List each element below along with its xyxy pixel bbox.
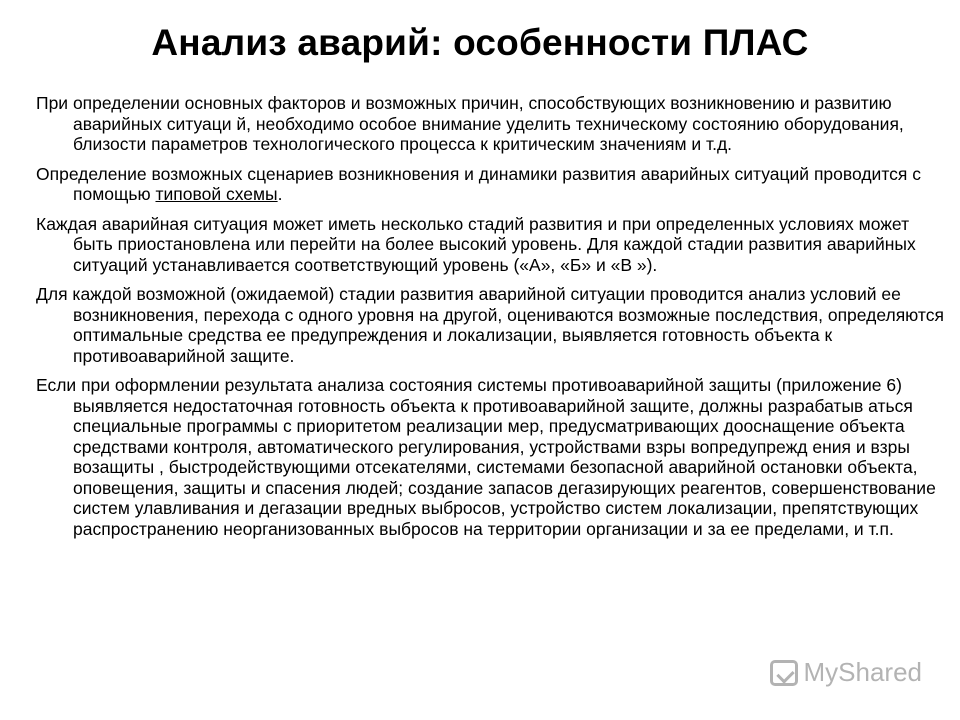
- paragraph-analysis: Для каждой возможной (ожидаемой) стадии развития аварийной ситуации проводится анализ условий ее возникновения, перехода с одного уровня на другой, оцениваются возможные последствия, определяются оптимальные средства ее предупреждения и локализации, выявляется готовность объекта к противоаварийной защите.: [36, 284, 944, 366]
- myshared-logo-icon: [770, 660, 798, 686]
- watermark: [770, 657, 923, 688]
- paragraph-scenarios-end: .: [277, 184, 283, 204]
- watermark-text: MyShared: [803, 657, 922, 687]
- typical-scheme-link[interactable]: типовой схемы: [155, 184, 278, 204]
- slide-body: [36, 93, 946, 548]
- paragraph-readiness: Если при оформлении результата анализа состояния системы противоаварийной защиты (приложение 6) выявляется недостаточная готовность объекта к противоаварийной защите, должны разрабатыв аться специальные программы с приоритетом реализации мер, предусматривающих дооснащение объекта средствами контроля, автоматического регулирования, устройствами взры вопредупрежд ения и взры возащиты , быстродействующими отсекателями, системами безопасной аварийной остановки объекта, оповещения, защиты и спасения людей; создание запасов дегазирующих реагентов, совершенствование систем улавливания и дегазации вредных выбросов, устройство систем локализации, препятствующих распространению неорганизованных выбросов на территории организации и за ее пределами, и т.п.: [36, 375, 936, 539]
- paragraph-stages: Каждая аварийная ситуация может иметь несколько стадий развития и при определенных условиях может быть приостановлена или перейти на более высокий уровень. Для каждой стадии развития аварийных ситуаций устанавливается соответствующий уровень («А», «Б» и «В »).: [36, 213, 916, 275]
- paragraph-scenarios: [36, 164, 946, 205]
- paragraph-factors: При определении основных факторов и возможных причин, способствующих возникновению и развитию аварийных ситуаци й, необходимо особое внимание уделить техническому состоянию оборудования, близости параметров технологического процесса к критическим значениям и т.д.: [36, 93, 904, 154]
- paragraph-scenarios-text: Определение возможных сценариев возникновения и динамики развития аварийных ситуаций проводится с помощью: [36, 163, 921, 204]
- slide-title: Анализ аварий: особенности ПЛАС: [151, 22, 809, 63]
